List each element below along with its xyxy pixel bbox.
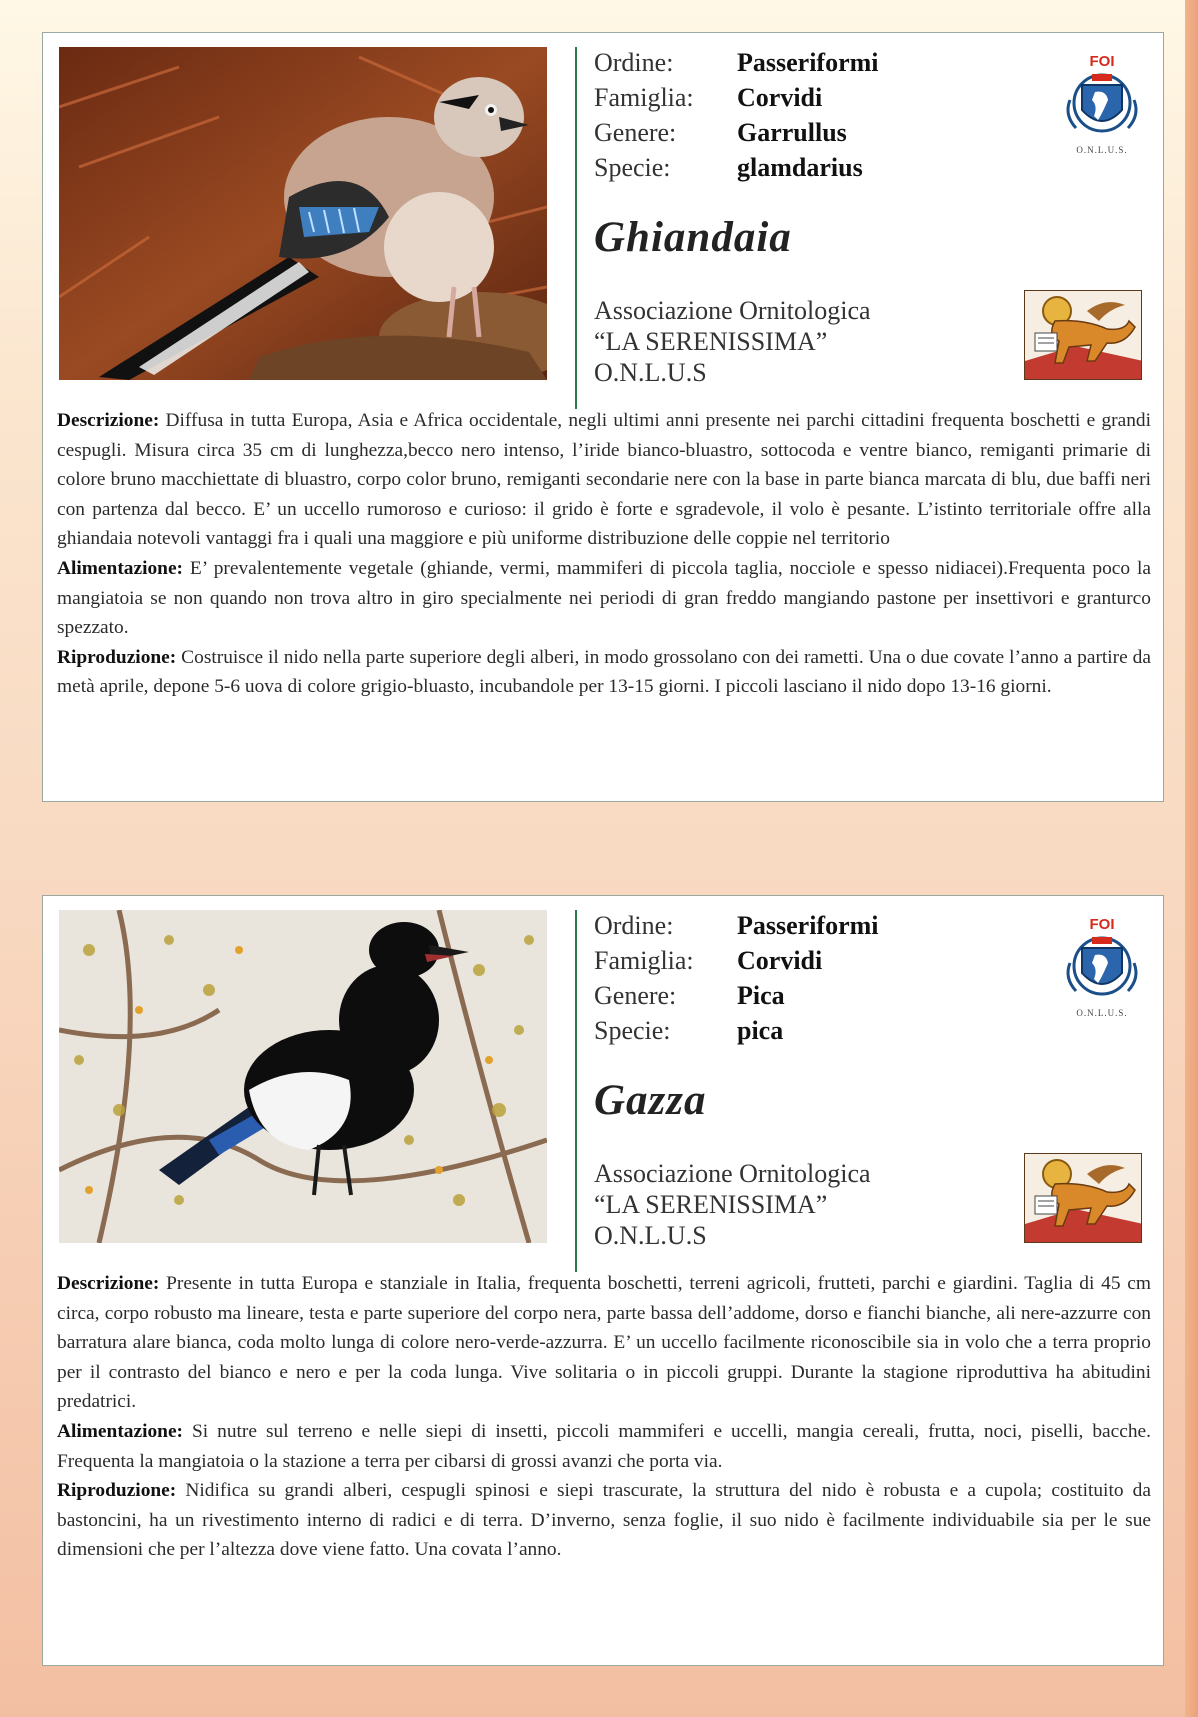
section-heading: Descrizione: — [57, 410, 160, 431]
taxonomy-row-genere — [594, 115, 879, 150]
jay-bird-photo — [59, 47, 547, 380]
section-text: E’ prevalentemente vegetale (ghiande, vermi, mammiferi di piccola taglia, nocciole e spesso nidiacei).Frequenta poco la mangiatoia se non quando non trova altro in giro specialmente nei periodi di gran freddo mangiando pastone per insettivori e granturco spezzato. — [57, 557, 1151, 639]
taxonomy-value: glamdarius — [737, 153, 863, 182]
lion-of-st-mark-emblem — [1024, 290, 1142, 380]
taxonomy-value: Corvidi — [737, 946, 823, 975]
page-edge — [1185, 0, 1198, 1717]
taxonomy-key: Ordine: — [594, 48, 674, 77]
section-text: Nidifica su grandi alberi, cespugli spinosi e siepi trascurate, la struttura del nido è robusta e a cupola; costituito da bastoncini, ha un rivestimento interno di radici e di terra. D’inverno, senza foglie, il suo nido è facilmente individuabile sia per le sue dimensioni che per l’altezza dove viene fatto. Una covata l’anno. — [57, 1480, 1151, 1561]
feeding-section — [57, 1417, 1151, 1476]
taxonomy-row-ordine — [594, 45, 879, 80]
foi-logo-text: FOI — [1089, 53, 1115, 70]
association-line: “LA SERENISSIMA” — [594, 1190, 828, 1219]
association-name — [594, 295, 871, 388]
vertical-divider — [575, 910, 577, 1272]
section-heading: Alimentazione: — [57, 557, 184, 579]
foi-logo — [1057, 916, 1147, 1026]
foi-onlus-text: O.N.L.U.S. — [1076, 145, 1128, 155]
taxonomy-key: Specie: — [594, 153, 671, 182]
description-section — [57, 406, 1151, 554]
section-heading: Riproduzione: — [57, 646, 177, 668]
taxonomy-table — [594, 908, 879, 1048]
foi-onlus-text: O.N.L.U.S. — [1076, 1008, 1128, 1018]
foi-emblem-icon — [1062, 70, 1142, 140]
taxonomy-value: Passeriformi — [737, 911, 879, 940]
association-name — [594, 1158, 871, 1251]
association-line: “LA SERENISSIMA” — [594, 327, 828, 356]
vertical-divider — [575, 47, 577, 409]
section-text: Costruisce il nido nella parte superiore degli alberi, in modo grossolano con dei rametti. Una o due covate l’anno a partire da metà aprile, depone 5-6 uova di colore grigio-bluasto, incubandole per 13-15 giorni. I piccoli lasciano il nido dopo 13-16 giorni. — [57, 646, 1151, 698]
taxonomy-table — [594, 45, 879, 185]
taxonomy-row-ordine — [594, 908, 879, 943]
lion-of-st-mark-emblem — [1024, 1153, 1142, 1243]
species-description — [57, 1269, 1151, 1565]
association-line: O.N.L.U.S — [594, 1221, 707, 1250]
taxonomy-value: Passeriformi — [737, 48, 879, 77]
species-card-ghiandaia — [42, 32, 1164, 802]
section-heading: Alimentazione: — [57, 1420, 184, 1442]
association-line: O.N.L.U.S — [594, 358, 707, 387]
reproduction-section — [57, 1476, 1151, 1565]
species-name: Ghiandaia — [594, 214, 792, 261]
section-text: Si nutre sul terreno e nelle siepi di insetti, piccoli mammiferi e uccelli, mangia cereali, frutta, noci, piselli, bacche. Frequenta la mangiatoia o la stazione a terra per cibarsi di grossi avanzi che porta via. — [57, 1420, 1151, 1472]
taxonomy-value: pica — [737, 1016, 784, 1045]
taxonomy-value: Garrullus — [737, 118, 847, 147]
species-card-gazza — [42, 895, 1164, 1666]
reproduction-section — [57, 643, 1151, 702]
taxonomy-key: Ordine: — [594, 911, 674, 940]
section-heading: Descrizione: — [57, 1273, 160, 1294]
association-line: Associazione Ornitologica — [594, 1159, 871, 1188]
taxonomy-key: Genere: — [594, 981, 677, 1010]
species-description — [57, 406, 1151, 702]
section-text: Presente in tutta Europa e stanziale in Italia, frequenta boschetti, terreni agricoli, frutteti, parchi e giardini. Taglia di 45 cm circa, corpo robusto ma lineare, testa e parte superiore del corpo nera, parte bassa dell’addome, dorso e fianchi bianche, ali nere-azzurre con barratura alare bianca, coda molto lunga di colore nero-verde-azzurra. E’ un uccello facilmente riconoscibile sia in volo che a terra proprio per il contrasto del bianco e nero e per la coda lunga. Vive solitaria o in piccoli gruppi. Durante la stagione riproduttiva ha abitudini predatrici. — [57, 1273, 1151, 1413]
taxonomy-row-genere — [594, 978, 879, 1013]
foi-logo — [1057, 53, 1147, 163]
taxonomy-row-specie — [594, 1013, 879, 1048]
taxonomy-value: Corvidi — [737, 83, 823, 112]
species-name: Gazza — [594, 1077, 707, 1124]
feeding-section — [57, 554, 1151, 643]
description-section — [57, 1269, 1151, 1417]
taxonomy-row-famiglia — [594, 943, 879, 978]
taxonomy-row-famiglia — [594, 80, 879, 115]
taxonomy-key: Famiglia: — [594, 946, 694, 975]
section-heading: Riproduzione: — [57, 1480, 177, 1502]
taxonomy-value: Pica — [737, 981, 785, 1010]
magpie-bird-photo — [59, 910, 547, 1243]
foi-emblem-icon — [1062, 933, 1142, 1003]
association-line: Associazione Ornitologica — [594, 296, 871, 325]
taxonomy-row-specie — [594, 150, 879, 185]
section-text: Diffusa in tutta Europa, Asia e Africa occidentale, negli ultimi anni presente nei parchi cittadini frequenta boschetti e grandi cespugli. Misura circa 35 cm di lunghezza,becco nero intenso, l’iride bianco-bluastro, sottocoda e ventre bianco, remiganti primarie di colore bruno macchiettate di bluastro, corpo color bruno, remiganti secondarie nere con la base in parte bianca marcata di blu, due baffi neri con partenza dal becco. E’ un uccello rumoroso e curioso: il grido è forte e sgradevole, il volo è pesante. L’istinto territoriale offre alla ghiandaia notevoli vantaggi fra i quali una maggiore e più uniforme distribuzione delle coppie nel territorio — [57, 410, 1151, 550]
taxonomy-key: Famiglia: — [594, 83, 694, 112]
taxonomy-key: Genere: — [594, 118, 677, 147]
foi-logo-text: FOI — [1089, 916, 1115, 933]
taxonomy-key: Specie: — [594, 1016, 671, 1045]
